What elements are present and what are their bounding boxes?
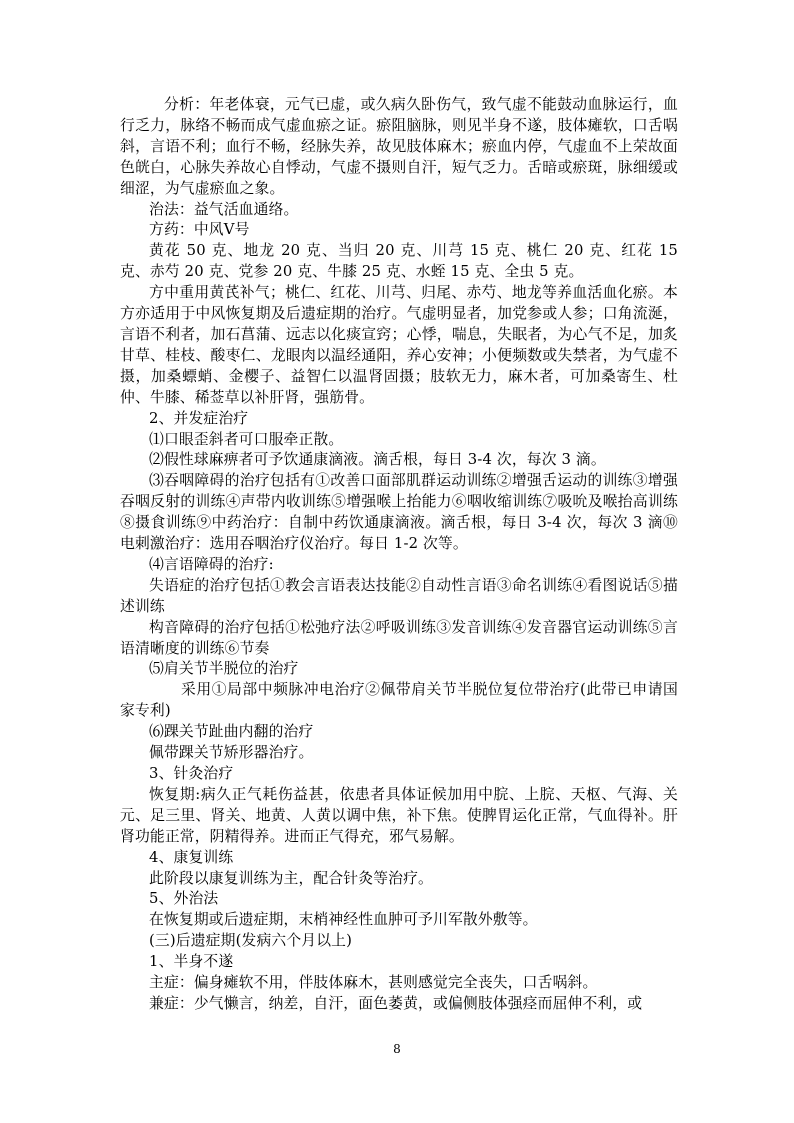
rehab-paragraph: 此阶段以康复训练为主，配合针灸等治疗。 [149, 869, 433, 887]
section-heading-rehab: 4、康复训练 [149, 848, 234, 866]
section-heading-sequelae: (三)后遗症期(发病六个月以上) [149, 932, 353, 950]
page-number: 8 [393, 1042, 401, 1056]
external-paragraph: 在恢复期或后遗症期，末梢神经性血肿可予川军散外敷等。 [149, 911, 538, 929]
aphasia-treatment: 失语症的治疗包括①教会言语表达技能②自动性言语③命名训练④看图说话⑤描述训练 [120, 576, 678, 615]
accompanying-symptoms: 兼症：少气懒言，纳差，自汗，面色萎黄，或偏侧肢体强痉而屈伸不利，或 [149, 994, 643, 1012]
section-heading-acupuncture: 3、针灸治疗 [149, 765, 234, 782]
shoulder-treatment: 采用①局部中频脉冲电治疗②佩带肩关节半脱位复位带治疗(此带已申请国家专利) [120, 681, 678, 720]
subheading-hemiplegia: 1、半身不遂 [149, 953, 234, 971]
complication-item-2: ⑵假性球麻痹者可予饮通康滴液。滴舌根，每日 3-4 次，每次 3 滴。 [149, 451, 606, 469]
dysarthria-treatment: 构音障碍的治疗包括①松弛疗法②呼吸训练③发音训练④发音器官运动训练⑤言语清晰度的训练⑥节奏 [120, 618, 678, 657]
treatment-principle: 治法：益气活血通络。 [149, 200, 299, 218]
prescription-ingredients: 黄花 50 克、地龙 20 克、当归 20 克、川芎 15 克、桃仁 20 克、红花 15 克、赤芍 20 克、党参 20 克、牛膝 25 克、水蛭 15 克、全虫 5 克。 [120, 242, 678, 281]
prescription-explanation: 方中重用黄芪补气；桃仁、红花、川芎、归尾、赤芍、地龙等养血活血化瘀。本方亦适用于中风恢复期及后遗症期的治疗。气虚明显者，加党参或人参；口角流涎，言语不利者，加石菖蒲、远志以化痰宣窍；心悸，喘息，失眠者，为心气不足，加炙甘草、桂枝、酸枣仁、龙眼肉以温经通阳，养心安神；小便频数或失禁者，为气虚不摄，加桑螵蛸、金樱子、益智仁以温肾固摄；肢软无力，麻木者，可加桑寄生、杜仲、牛膝、稀莶草以补肝肾，强筋骨。 [120, 284, 678, 406]
section-heading-external: 5、外治法 [149, 890, 219, 908]
ankle-treatment: 佩带踝关节矫形器治疗。 [149, 744, 314, 762]
main-symptoms: 主症：偏身瘫软不用，伴肢体麻木，甚则感觉完全丧失，口舌㖞斜。 [149, 974, 598, 992]
complication-item-5: ⑸肩关节半脱位的治疗 [149, 660, 299, 678]
acupuncture-paragraph: 恢复期:病久正气耗伤益甚，依患者具体证候加用中脘、上脘、天枢、气海、关元、足三里、肾关、地黄、人黄以调中焦，补下焦。使脾胃运化正常，气血得补。肝肾功能正常，阴精得养。进而正气得充，邪气易解。 [120, 785, 678, 845]
complication-item-1: ⑴口眼歪斜者可口服牵正散。 [149, 430, 344, 448]
prescription-title: 方药：中风Ⅴ号 [149, 221, 250, 239]
complication-item-6: ⑹踝关节趾曲内翻的治疗 [149, 723, 314, 741]
complication-item-3: ⑶吞咽障碍的治疗包括有①改善口面部肌群运动训练②增强舌运动的训练③增强吞咽反射的训练④声带内收训练⑤增强喉上抬能力⑥咽收缩训练⑦吸吮及喉抬高训练⑧摄食训练⑨中药治疗：自制中药饮通康滴液。滴舌根，每日 3-4 次，每次 3 滴⑩电刺激治疗：选用吞咽治疗仪治疗。每日 1-2 次等。 [120, 472, 678, 553]
body-text [120, 95, 678, 1015]
complication-item-4: ⑷言语障碍的治疗: [149, 555, 274, 573]
analysis-paragraph: 分析：年老体衰，元气已虚，或久病久卧伤气，致气虚不能鼓动血脉运行，血行乏力，脉络不畅而成气虚血瘀之证。瘀阻脑脉，则见半身不遂，肢体瘫软，口舌㖞斜，言语不利；血行不畅，经脉失养，故见肢体麻木；瘀血内停，气虚血不上荣故面色㿠白，心脉失养故心自悸动，气虚不摄则自汗，短气乏力。舌暗或瘀斑，脉细缓或细涩，为气虚瘀血之象。 [120, 96, 678, 197]
section-heading-complications: 2、并发症治疗 [149, 409, 249, 427]
